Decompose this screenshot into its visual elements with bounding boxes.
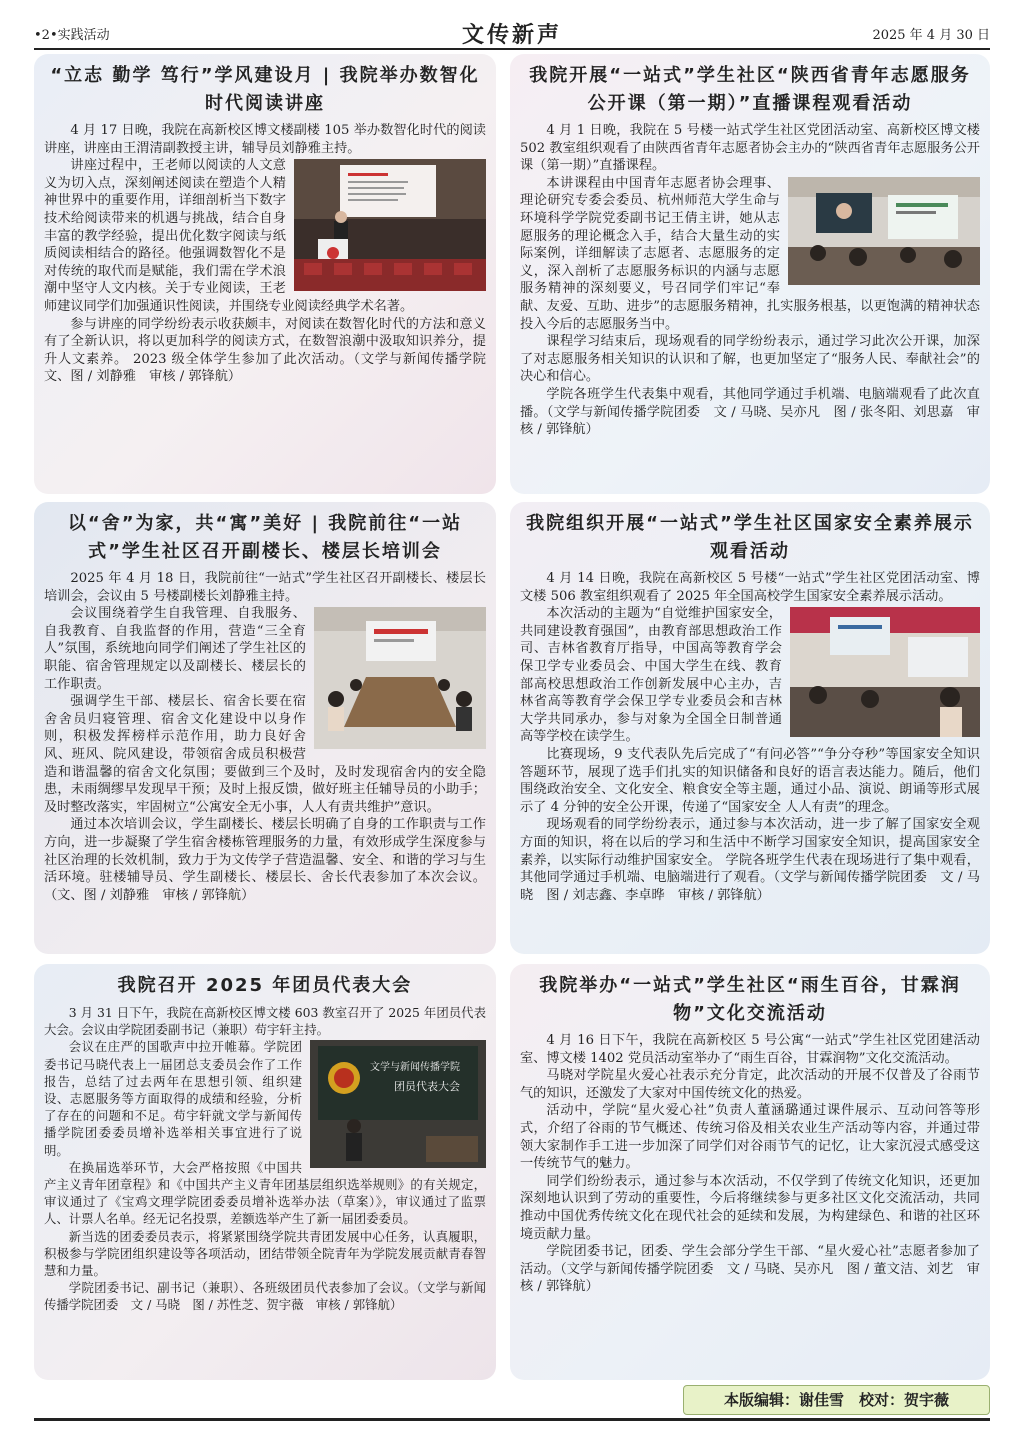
congress-banner-text: 文学与新闻传播学院 [370, 1062, 460, 1074]
article-paragraph: 会议在庄严的国歌声中拉开帷幕。学院团委书记马晓代表上一届团总支委员会作了工作报告，总结了过去两年在思想引领、组织建设、志愿服务等方面取得的成绩和经验，分析了存在的问题和不足。苟宇轩就文学与新闻传播学院团委委员增补选举相关事宜进行了说明。 [44, 1039, 302, 1158]
security-viewing-photo [790, 607, 980, 737]
article-paragraph: 参与讲座的同学纷纷表示收获颇丰，对阅读在数智化时代的方法和意义有了全新认识，将以更加科学的阅读方式，在数智浪潮中汲取知识养分，提升人文素养。 2023 级全体学生参加了此次活动。（文学与新闻传播学院 文、图 / 刘静雅 审核 / 郭锋航） [44, 316, 500, 385]
article-paragraph: 本讲课程由中国青年志愿者协会理事、理论研究专委会委员、杭州师范大学生命与环境科学学院党委副书记王倩主讲，她从志愿服务的理论概念入手，结合大量生动的实际案例，详细解读了志愿者、志愿服务的定义，深入剖析了志愿服务标识的内涵与志愿服务精神的深刻要义，号召同学们牢记“奉献、友爱、互助、进步”的志愿服务精神，扎实服务根基，以更饱满的精神状态投入今后的志愿服务当中。 [520, 175, 980, 332]
article-paragraph: 马晓对学院星火爱心社表示充分肯定，此次活动的开展不仅普及了谷雨节气的知识，还激发了大家对中国传统文化的热爱。 [520, 1068, 980, 1101]
article-guyu-culture [510, 964, 990, 1380]
article-paragraph: 3 月 31 日下午，我院在高新校区博文楼 603 教室召开了 2025 年团员代表大会。会议由学院团委副书记（兼职）苟宇轩主持。 [44, 1005, 486, 1038]
article-paragraph: 同学们纷纷表示，通过参与本次活动，不仅学到了传统文化知识，还更加深刻地认识到了劳动的重要性，今后将继续参与更多社区文化交流活动，共同推动中国优秀传统文化在现代社会的延续和发展，为构建绿色、和谐的社区环境贡献力量。 [520, 1173, 980, 1242]
article-title: 我院举办“一站式”学生社区“雨生百谷，甘霖润物”文化交流活动 [539, 975, 961, 1024]
issue-date: 2025 年 4 月 30 日 [872, 28, 990, 43]
article-reading-lecture [34, 54, 500, 494]
article-title: 我院召开 2025 年团员代表大会 [117, 975, 413, 996]
article-paragraph: 2025 年 4 月 18 日，我院前往“一站式”学生社区召开副楼长、楼层长培训会，会议由 5 号楼副楼长刘静雅主持。 [44, 571, 486, 604]
article-paragraph: 通过本次培训会议，学生副楼长、楼层长明确了自身的工作职责与工作方向，进一步凝聚了学生宿舍楼栋管理服务的力量，有效形成学生深度参与社区治理的长效机制，致力于为文传学子营造温馨、安全、和谐的学习与生活环境。驻楼辅导员、学生副楼长、楼层长、舍长代表参加了本次会议。（文、图 / 刘静雅 审核 / 郭锋航） [44, 817, 486, 903]
article-paragraph: 比赛现场，9 支代表队先后完成了“有问必答”“争分夺秒”等国家安全知识答题环节，展现了选手们扎实的知识储备和良好的语言表达能力。随后，他们围绕政治安全、文化安全、粮食安全等主题，通过小品、演说、朗诵等形式展示了 4 分钟的安全公开课，传递了“国家安全 人人有责”的理念。 [520, 746, 980, 815]
article-paragraph: 现场观看的同学纷纷表示，通过参与本次活动，进一步了解了国家安全观方面的知识，将在以后的学习和生活中不断学习国家安全知识，提高国家安全素养，以实际行动维护国家安全。 学院各班学生代表在现场进行了集中观看，其他同学通过手机端、电脑端进行了观看。（文学与新闻传播学院团委 文 / 马晓 图 / 刘志鑫、李卓晔 审核 / 郭锋航） [520, 817, 980, 903]
article-paragraph: 课程学习结束后，现场观看的同学纷纷表示，通过学习此次公开课，加深了对志愿服务相关知识的认识和了解，也更加坚定了“服务人民、奉献社会”的决心和信心。 [520, 334, 980, 385]
article-paragraph: 4 月 17 日晚，我院在高新校区博文楼副楼 105 举办数智化时代的阅读讲座，讲座由王渭清副教授主讲，辅导员刘静雅主持。 [44, 123, 486, 156]
page-section-label: •2•实践活动 [34, 28, 110, 43]
newspaper-title: 文传新声 [461, 22, 562, 48]
congress-photo [310, 1040, 486, 1168]
article-paragraph: 4 月 14 日晚，我院在高新校区 5 号楼“一站式”学生社区党团活动室、博文楼 506 教室组织观看了 2025 年全国高校学生国家安全素养展示活动。 [520, 571, 980, 604]
article-paragraph: 会议围绕着学生自我管理、自我服务、自我教育、自我监督的作用，营造“三全育人”氛围，系统地向同学们阐述了学生社区的职能、宿舍管理规定以及副楼长、楼层长的工作职责。 [44, 606, 306, 692]
bottom-rule [34, 1418, 990, 1421]
article-paragraph: 活动中，学院“星火爱心社”负责人董涵璐通过课件展示、互动问答等形式，介绍了谷雨的节气概述、传统习俗及相关农业生产活动等内容，并通过带领大家制作手工进一步加深了同学们对谷雨节气的记忆，让大家沉浸式感受这一传统节气的魅力。 [520, 1103, 980, 1172]
article-paragraph: 讲座过程中，王老师以阅读的人文意义为切入点，深刻阐述阅读在塑造个人精神世界中的重要作用，详细剖析当下数字技术给阅读带来的机遇与挑战，结合自身丰富的教学经验，提出优化数字阅读与纸质阅读相结合的路径。他强调数智化不是对传统的取代而是赋能，我们需在学术浪潮中坚守人文内核。关于专业阅读，王老师建议同学们加强通识性阅读，并围绕专业阅读经典学术名著。 [44, 158, 414, 314]
article-national-security [510, 502, 990, 954]
article-dorm-training [34, 502, 496, 954]
page-header [34, 18, 990, 52]
article-title: “立志 勤学 笃行”学风建设月 | 我院举办数智化时代阅读讲座 [50, 65, 480, 114]
article-paragraph: 在换届选举环节，大会严格按照《中国共产主义青年团章程》和《中国共产主义青年团基层组织选举规则》的有关规定，审议通过了《宝鸡文理学院团委委员增补选举办法（草案）》，审议通过了监票人、计票人名单。经无记名投票，差额选举产生了新一届团委委员。 [44, 1159, 486, 1227]
article-paragraph: 学院团委书记、副书记（兼职）、各班级团员代表参加了会议。（文学与新闻传播学院团委 文 / 马晓 图 / 苏性芝、贺宇薇 审核 / 郭锋航） [44, 1280, 486, 1313]
article-title: 我院组织开展“一站式”学生社区国家安全素养展示观看活动 [526, 513, 974, 562]
article-paragraph: 强调学生干部、楼层长、宿舍长要在宿舍舍员归寝管理、宿舍文化建设中以身作则，积极发挥榜样示范作用，助力良好舍风、班风、院风建设，带领宿舍成员积极营造和谐温馨的宿舍文化氛围；要做到三个及时，及时发现宿舍内的安全隐患，未雨绸缪早发现早干预；及时上报反馈，做好班主任辅导员的小助手；及时整改落实，牢固树立“公寓安全无小事，人人有责共维护”意识。 [44, 694, 486, 815]
article-league-congress [34, 964, 496, 1380]
article-paragraph: 新当选的团委委员表示，将紧紧围绕学院共青团发展中心任务，认真履职，积极参与学院团组织建设等各项活动，团结带领全院青年为学院发展贡献青春智慧和力量。 [44, 1228, 486, 1279]
header-rule [34, 48, 990, 50]
editor-credit: 本版编辑：谢佳雪 校对：贺宇薇 [683, 1385, 990, 1415]
article-title: 以“舍”为家，共“寓”美好 | 我院前往“一站式”学生社区召开副楼长、楼层长培训会 [67, 513, 463, 562]
article-paragraph: 4 月 1 日晚，我院在 5 号楼一站式学生社区党团活动室、高新校区博文楼 502 教室组织观看了由陕西省青年志愿者协会主办的“陕西省青年志愿服务公开课（第一期）”直播课程。 [520, 123, 980, 174]
article-paragraph: 本次活动的主题为“自觉维护国家安全，共同建设教育强国”，由教育部思想政治工作司、吉林省教育厅指导，中国高等教育学会保卫学专业委员会、中国大学生在线、教育部高校思想政治工作创新发展中心主办，吉林省高等教育学会保卫学专业委员会和吉林大学共同承办，参与对象为全国全日制普通高等学校在读学生。 [520, 606, 782, 745]
article-volunteer-course [510, 54, 990, 494]
lecture-photo [294, 159, 486, 291]
training-meeting-photo [314, 607, 486, 749]
article-paragraph: 学院团委书记，团委、学生会部分学生干部、“星火爱心社”志愿者参加了活动。（文学与新闻传播学院团委 文 / 马晓、吴亦凡 图 / 董文洁、刘艺 审核 / 郭锋航） [520, 1244, 980, 1295]
article-title: 我院开展“一站式”学生社区“陕西省青年志愿服务公开课（第一期）”直播课程观看活动 [529, 65, 971, 114]
svg-text:团员代表大会: 团员代表大会 [394, 1080, 460, 1094]
article-paragraph: 学院各班学生代表集中观看，其他同学通过手机端、电脑端观看了此次直播。（文学与新闻传播学院团委 文 / 马晓、吴亦凡 图 / 张冬阳、刘思嘉 审核 / 郭锋航） [520, 386, 980, 438]
article-paragraph: 4 月 16 日下午，我院在高新校区 5 号公寓“一站式”学生社区党团建活动室、博文楼 1402 党员活动室举办了“雨生百谷，甘霖润物”文化交流活动。 [520, 1033, 980, 1066]
classroom-viewing-photo [788, 177, 980, 285]
